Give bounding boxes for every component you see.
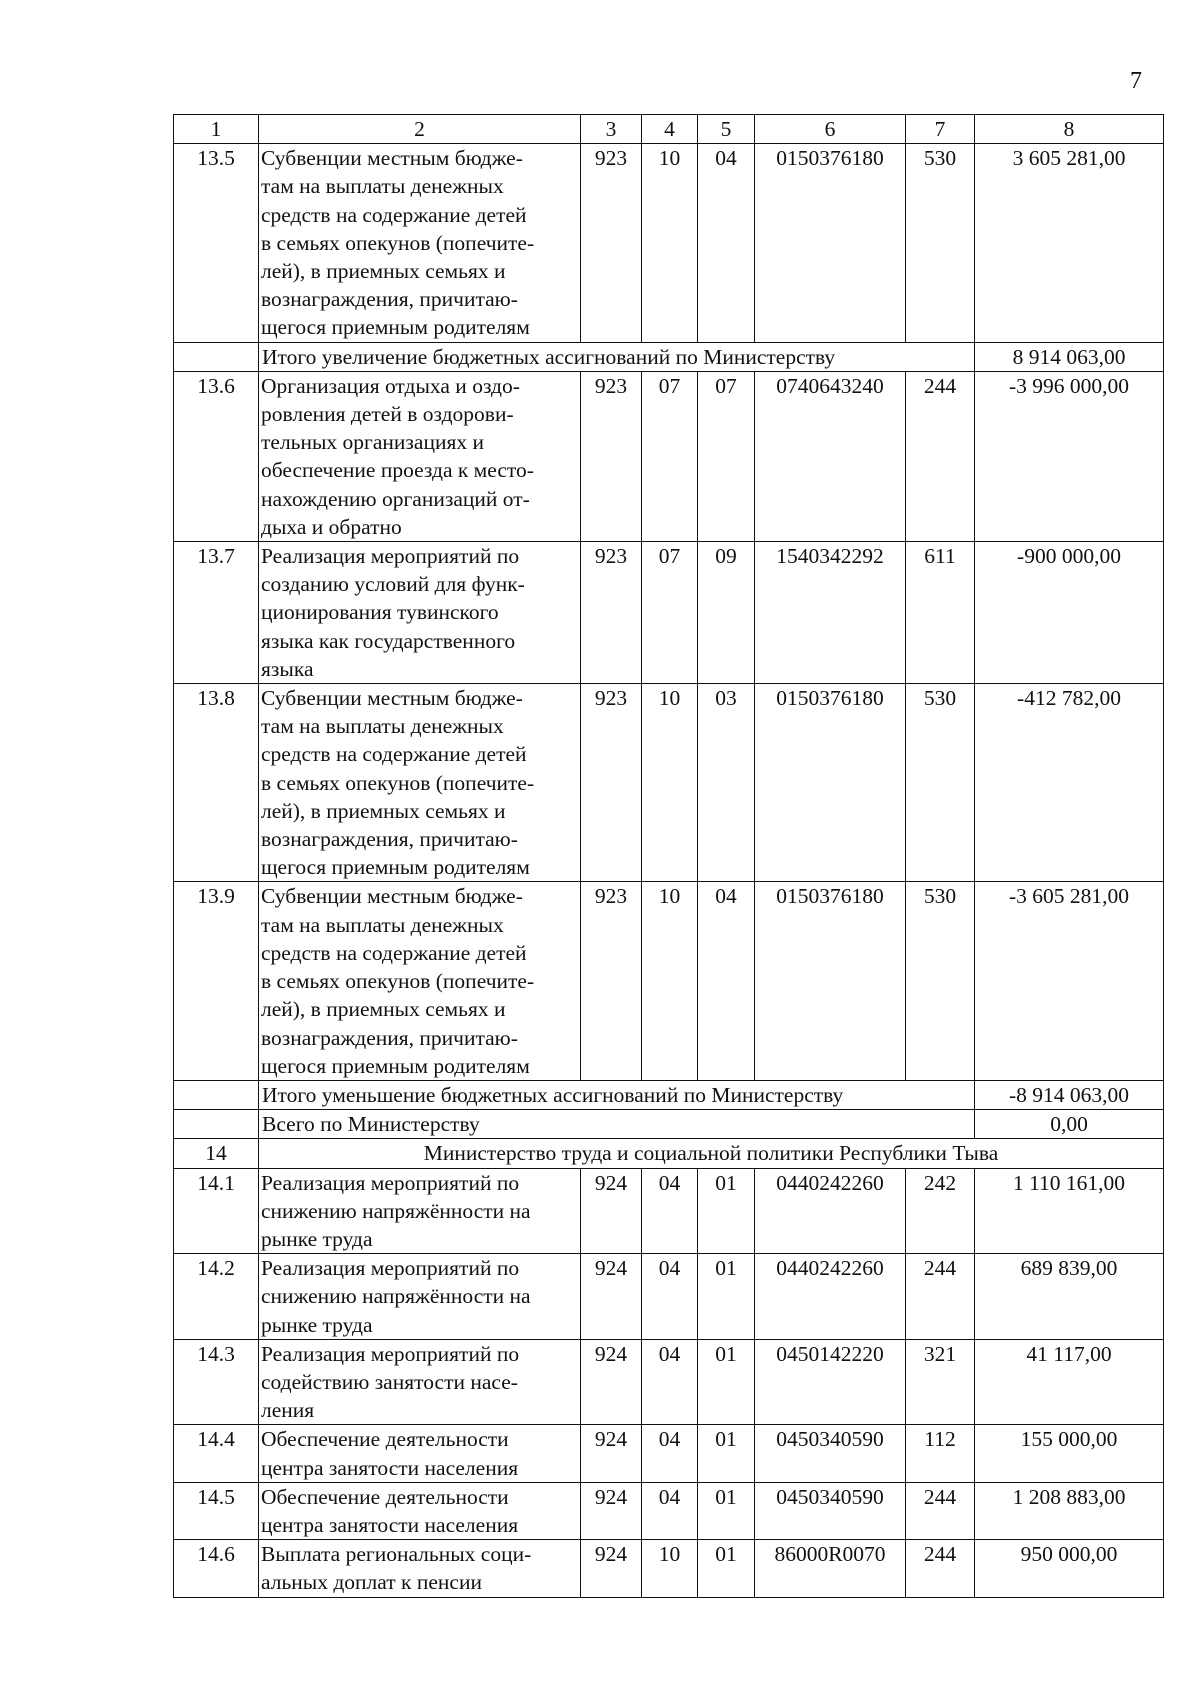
row-col6: 0440242260: [755, 1168, 906, 1254]
row-name: Организация отдыха и оздо- ровления детей в оздорови- тельных организациях и обеспечение проезда к место- нахождению организаций от- дыха и обратно: [259, 371, 581, 541]
row-col6: 0440242260: [755, 1254, 906, 1340]
row-col6: 0740643240: [755, 371, 906, 541]
row-name: Реализация мероприятий по содействию занятости насе- ления: [259, 1339, 581, 1425]
row-col7: 242: [906, 1168, 975, 1254]
row-number: 14.4: [174, 1425, 259, 1482]
header-cell: 5: [698, 115, 755, 144]
row-col7: 530: [906, 684, 975, 882]
row-col6: 0150376180: [755, 144, 906, 342]
row-col3: 924: [581, 1168, 642, 1254]
table-row: [174, 1168, 1164, 1254]
table-row: [174, 1339, 1164, 1425]
row-col4: 07: [642, 371, 698, 541]
table-row: [174, 1540, 1164, 1597]
row-name: Выплата региональных соци- альных доплат к пенсии: [259, 1540, 581, 1597]
header-cell: 7: [906, 115, 975, 144]
row-name: Субвенции местным бюдже- там на выплаты денежных средств на содержание детей в семьях опекунов (попечите- лей), в приемных семьях и вознаграждения, причитаю- щегося приемным родителям: [259, 882, 581, 1080]
empty-cell: [174, 342, 259, 371]
row-col7: 244: [906, 1482, 975, 1539]
row-col4: 04: [642, 1339, 698, 1425]
row-col4: 10: [642, 144, 698, 342]
summary-label: Всего по Министерству: [259, 1110, 975, 1139]
row-col4: 04: [642, 1254, 698, 1340]
page-number: 7: [1130, 68, 1142, 94]
row-col3: 924: [581, 1254, 642, 1340]
row-col3: 924: [581, 1482, 642, 1539]
row-number: 14.6: [174, 1540, 259, 1597]
row-col4: 10: [642, 684, 698, 882]
table-row: [174, 1425, 1164, 1482]
row-col6: 0450340590: [755, 1482, 906, 1539]
table-body: [174, 115, 1164, 1598]
row-col5: 01: [698, 1168, 755, 1254]
summary-label: Итого уменьшение бюджетных ассигнований по Министерству: [259, 1080, 975, 1109]
summary-row: [174, 342, 1164, 371]
summary-amount: -8 914 063,00: [975, 1080, 1164, 1109]
row-name: Обеспечение деятельности центра занятости населения: [259, 1425, 581, 1482]
row-col7: 530: [906, 144, 975, 342]
row-col7: 530: [906, 882, 975, 1080]
table-header-row: [174, 115, 1164, 144]
row-col6: 86000R0070: [755, 1540, 906, 1597]
table-row: [174, 1254, 1164, 1340]
header-cell: 4: [642, 115, 698, 144]
budget-table: [173, 114, 1164, 1598]
row-number: 13.6: [174, 371, 259, 541]
row-col4: 04: [642, 1168, 698, 1254]
row-col5: 04: [698, 882, 755, 1080]
row-col3: 923: [581, 144, 642, 342]
row-col3: 924: [581, 1540, 642, 1597]
row-number: 14.2: [174, 1254, 259, 1340]
row-amount: -412 782,00: [975, 684, 1164, 882]
row-col5: 01: [698, 1339, 755, 1425]
row-amount: -900 000,00: [975, 542, 1164, 684]
row-name: Реализация мероприятий по созданию условий для функ- ционирования тувинского языка как государственного языка: [259, 542, 581, 684]
header-cell: 3: [581, 115, 642, 144]
row-number: 14.3: [174, 1339, 259, 1425]
section-title: Министерство труда и социальной политики Республики Тыва: [259, 1139, 1164, 1168]
row-amount: -3 996 000,00: [975, 371, 1164, 541]
row-col5: 09: [698, 542, 755, 684]
row-amount: -3 605 281,00: [975, 882, 1164, 1080]
row-col3: 923: [581, 371, 642, 541]
table-row: [174, 684, 1164, 882]
row-amount: 1 208 883,00: [975, 1482, 1164, 1539]
table-row: [174, 542, 1164, 684]
summary-label: Итого увеличение бюджетных ассигнований по Министерству: [259, 342, 975, 371]
row-amount: 3 605 281,00: [975, 144, 1164, 342]
table-row: [174, 144, 1164, 342]
row-number: 13.8: [174, 684, 259, 882]
row-col7: 244: [906, 1254, 975, 1340]
row-col3: 924: [581, 1425, 642, 1482]
row-name: Субвенции местным бюдже- там на выплаты денежных средств на содержание детей в семьях опекунов (попечите- лей), в приемных семьях и вознаграждения, причитаю- щегося приемным родителям: [259, 684, 581, 882]
row-name: Реализация мероприятий по снижению напряжённости на рынке труда: [259, 1254, 581, 1340]
row-col3: 924: [581, 1339, 642, 1425]
summary-row: [174, 1110, 1164, 1139]
row-col4: 04: [642, 1482, 698, 1539]
row-number: 14.5: [174, 1482, 259, 1539]
row-col6: 1540342292: [755, 542, 906, 684]
row-col5: 03: [698, 684, 755, 882]
section-row: [174, 1139, 1164, 1168]
row-amount: 155 000,00: [975, 1425, 1164, 1482]
header-cell: 1: [174, 115, 259, 144]
row-amount: 41 117,00: [975, 1339, 1164, 1425]
row-col5: 01: [698, 1254, 755, 1340]
header-cell: 2: [259, 115, 581, 144]
row-col5: 01: [698, 1540, 755, 1597]
table-row: [174, 371, 1164, 541]
row-col6: 0450142220: [755, 1339, 906, 1425]
row-col5: 01: [698, 1425, 755, 1482]
row-col3: 923: [581, 882, 642, 1080]
row-name: Реализация мероприятий по снижению напряжённости на рынке труда: [259, 1168, 581, 1254]
row-col3: 923: [581, 684, 642, 882]
row-col7: 611: [906, 542, 975, 684]
row-col7: 112: [906, 1425, 975, 1482]
summary-row: [174, 1080, 1164, 1109]
row-number: 14.1: [174, 1168, 259, 1254]
row-number: 13.9: [174, 882, 259, 1080]
empty-cell: [174, 1110, 259, 1139]
row-name: Обеспечение деятельности центра занятости населения: [259, 1482, 581, 1539]
row-col4: 10: [642, 1540, 698, 1597]
row-name: Субвенции местным бюдже- там на выплаты денежных средств на содержание детей в семьях опекунов (попечите- лей), в приемных семьях и вознаграждения, причитаю- щегося приемным родителям: [259, 144, 581, 342]
row-col7: 244: [906, 371, 975, 541]
row-col4: 10: [642, 882, 698, 1080]
empty-cell: [174, 1080, 259, 1109]
row-col5: 01: [698, 1482, 755, 1539]
row-col6: 0150376180: [755, 882, 906, 1080]
row-col3: 923: [581, 542, 642, 684]
table-row: [174, 882, 1164, 1080]
header-cell: 6: [755, 115, 906, 144]
row-col6: 0150376180: [755, 684, 906, 882]
row-col7: 321: [906, 1339, 975, 1425]
row-amount: 1 110 161,00: [975, 1168, 1164, 1254]
row-amount: 689 839,00: [975, 1254, 1164, 1340]
row-number: 13.5: [174, 144, 259, 342]
row-number: 13.7: [174, 542, 259, 684]
row-col6: 0450340590: [755, 1425, 906, 1482]
summary-amount: 8 914 063,00: [975, 342, 1164, 371]
row-col5: 07: [698, 371, 755, 541]
header-cell: 8: [975, 115, 1164, 144]
summary-amount: 0,00: [975, 1110, 1164, 1139]
section-number: 14: [174, 1139, 259, 1168]
row-amount: 950 000,00: [975, 1540, 1164, 1597]
row-col7: 244: [906, 1540, 975, 1597]
row-col4: 07: [642, 542, 698, 684]
table-row: [174, 1482, 1164, 1539]
row-col5: 04: [698, 144, 755, 342]
row-col4: 04: [642, 1425, 698, 1482]
